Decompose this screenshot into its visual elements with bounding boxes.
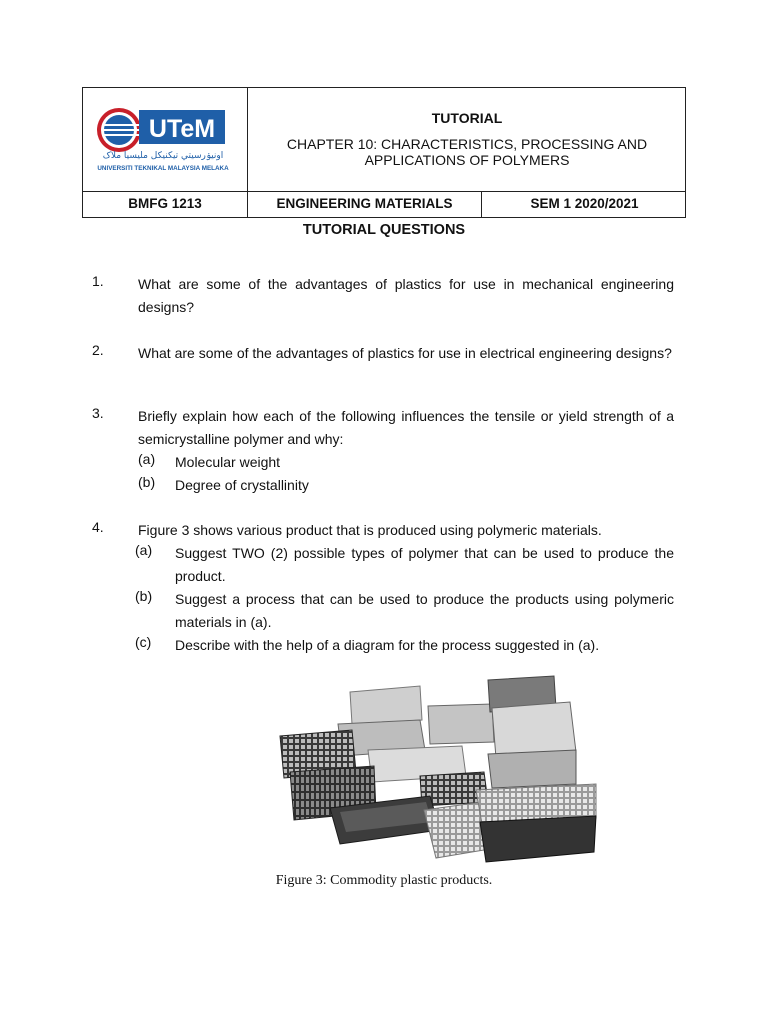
part-text: Molecular weight xyxy=(175,454,281,470)
section-title: TUTORIAL QUESTIONS xyxy=(302,222,466,238)
question-number: 4. xyxy=(92,519,104,535)
question-number: 1. xyxy=(92,273,104,289)
title-block xyxy=(248,110,686,168)
question-text: Figure 3 shows various product that is produced using polymeric materials. xyxy=(138,522,602,538)
utem-logo-icon xyxy=(93,106,233,174)
part-label: (b) xyxy=(138,474,156,490)
part-label: (a) xyxy=(135,542,153,558)
chapter-title-line2: APPLICATIONS OF POLYMERS xyxy=(364,152,570,168)
question-text: Briefly explain how each of the following influences the tensile or yield strength of a semicrystalline polymer and why: xyxy=(138,408,674,447)
semester: SEM 1 2020/2021 xyxy=(530,196,639,211)
course-name: ENGINEERING MATERIALS xyxy=(276,196,453,211)
logo-brand: UTeM xyxy=(148,115,216,143)
question-text: What are some of the advantages of plastics for use in mechanical engineering designs? xyxy=(138,276,674,315)
part-text: Degree of crystallinity xyxy=(175,477,309,493)
question-number: 2. xyxy=(92,342,104,358)
question-number: 3. xyxy=(92,405,104,421)
chapter-title-line1: CHAPTER 10: CHARACTERISTICS, PROCESSING AND xyxy=(286,136,648,152)
part-label: (b) xyxy=(135,588,153,604)
course-code: BMFG 1213 xyxy=(128,196,202,211)
part-text: Describe with the help of a diagram for the process suggested in (a). xyxy=(175,637,600,653)
figure-image xyxy=(270,672,610,872)
figure-caption: Figure 3: Commodity plastic products. xyxy=(275,873,493,888)
question-text: What are some of the advantages of plastics for use in electrical engineering designs? xyxy=(138,345,672,361)
part-label: (c) xyxy=(135,634,152,650)
part-label: (a) xyxy=(138,451,156,467)
logo-jawi: اونيۏرسيتي تيكنيکل مليسيا ملاک xyxy=(102,151,224,161)
part-text: Suggest a process that can be used to produce the products using polymeric materials in (a). xyxy=(175,591,674,630)
part-text: Suggest TWO (2) possible types of polymer that can be used to produce the product. xyxy=(175,545,674,584)
header-table xyxy=(82,87,686,218)
plastic-crates-illustration xyxy=(270,672,610,872)
logo-fullname: UNIVERSITI TEKNIKAL MALAYSIA MELAKA xyxy=(97,165,229,172)
university-logo xyxy=(93,106,233,174)
document-title: TUTORIAL xyxy=(431,110,503,126)
